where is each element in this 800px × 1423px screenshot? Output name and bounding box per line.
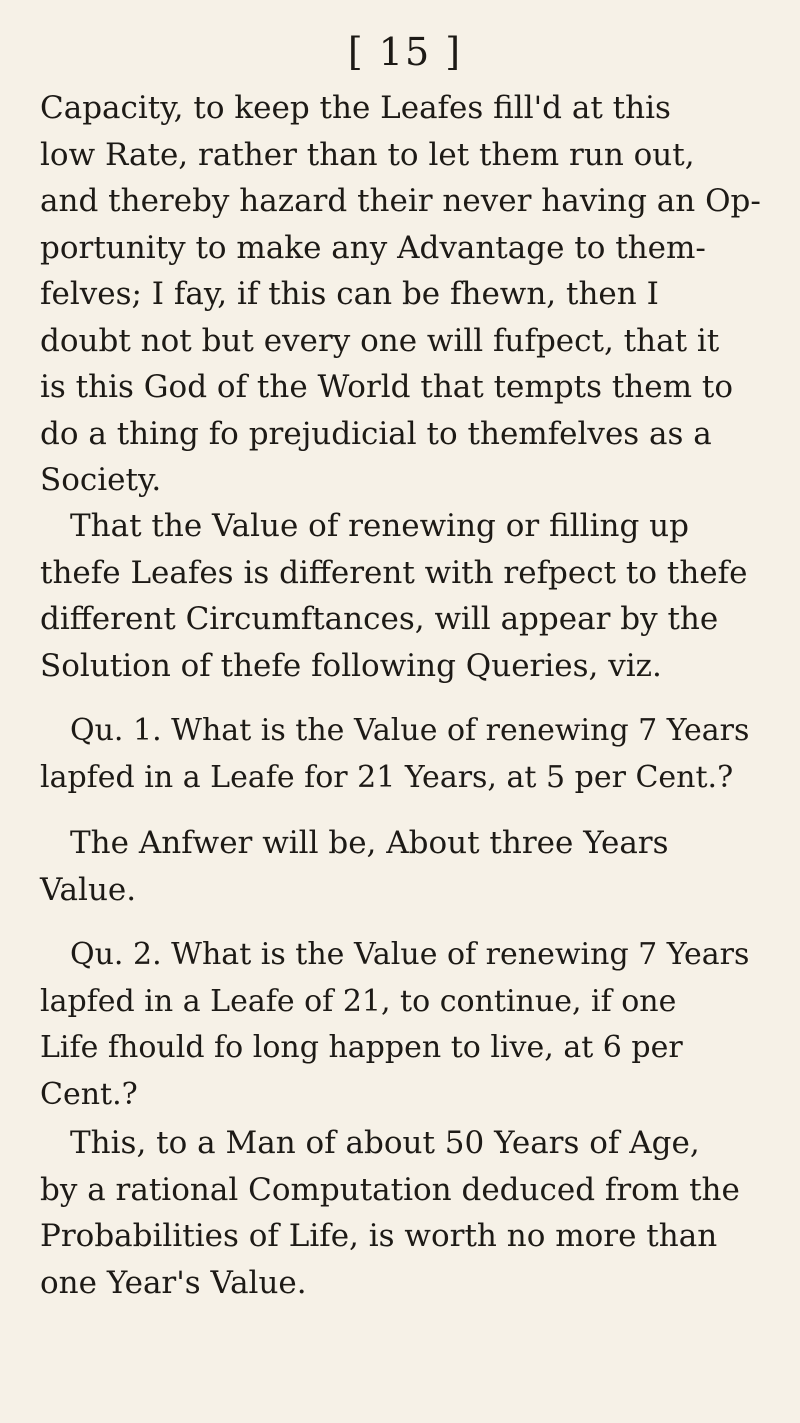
paragraph-capacity	[40, 85, 760, 504]
text-line: and thereby hazard their never having an Op-	[40, 183, 761, 219]
text-line: do a thing fo prejudicial to themfelves as a	[40, 415, 712, 452]
text-line: Value.	[40, 871, 137, 908]
text-line: lapfed in a Leafe of 21, to continue, if one	[40, 983, 677, 1019]
text-line: portunity to make any Advantage to them-	[40, 229, 706, 266]
text-line: Qu. 2. What is the Value of renewing 7 Years	[70, 937, 750, 972]
page-number: [ 15 ]	[347, 30, 463, 74]
text-line: different Circumftances, will appear by the	[40, 601, 719, 637]
query-1	[40, 708, 760, 801]
text-line: Life fhould fo long happen to live, at 6 per	[40, 1030, 683, 1065]
text-line: Qu. 1. What is the Value of renewing 7 Years	[70, 713, 750, 748]
text-line: The Anfwer will be, About three Years	[70, 825, 669, 861]
text-line: low Rate, rather than to let them run out,	[40, 136, 695, 173]
text-line: That the Value of renewing or filling up	[70, 508, 689, 544]
text-line: doubt not but every one will fufpect, that it	[40, 322, 720, 359]
text-line: thefe Leafes is different with refpect to thefe	[40, 554, 748, 591]
text-line: This, to a Man of about 50 Years of Age,	[70, 1125, 700, 1161]
text-line: felves; I fay, if this can be fhewn, then I	[40, 276, 659, 312]
text-line: lapfed in a Leafe for 21 Years, at 5 per Cent.?	[40, 759, 734, 795]
text-line: is this God of the World that tempts them to	[40, 369, 733, 405]
answer-2	[40, 1120, 760, 1306]
text-line: Cent.?	[40, 1076, 138, 1112]
answer-1	[40, 820, 760, 913]
text-line: Solution of thefe following Queries, viz.	[40, 647, 662, 684]
text-line: by a rational Computation deduced from the	[40, 1171, 740, 1208]
text-line: Society.	[40, 462, 162, 498]
text-line: Capacity, to keep the Leafes fill'd at this	[40, 90, 671, 126]
text-line: Probabilities of Life, is worth no more than	[40, 1218, 718, 1254]
document-page	[40, 30, 770, 1410]
paragraph-value-of-renewing	[40, 503, 760, 689]
query-2	[40, 932, 760, 1118]
text-line: one Year's Value.	[40, 1264, 307, 1301]
